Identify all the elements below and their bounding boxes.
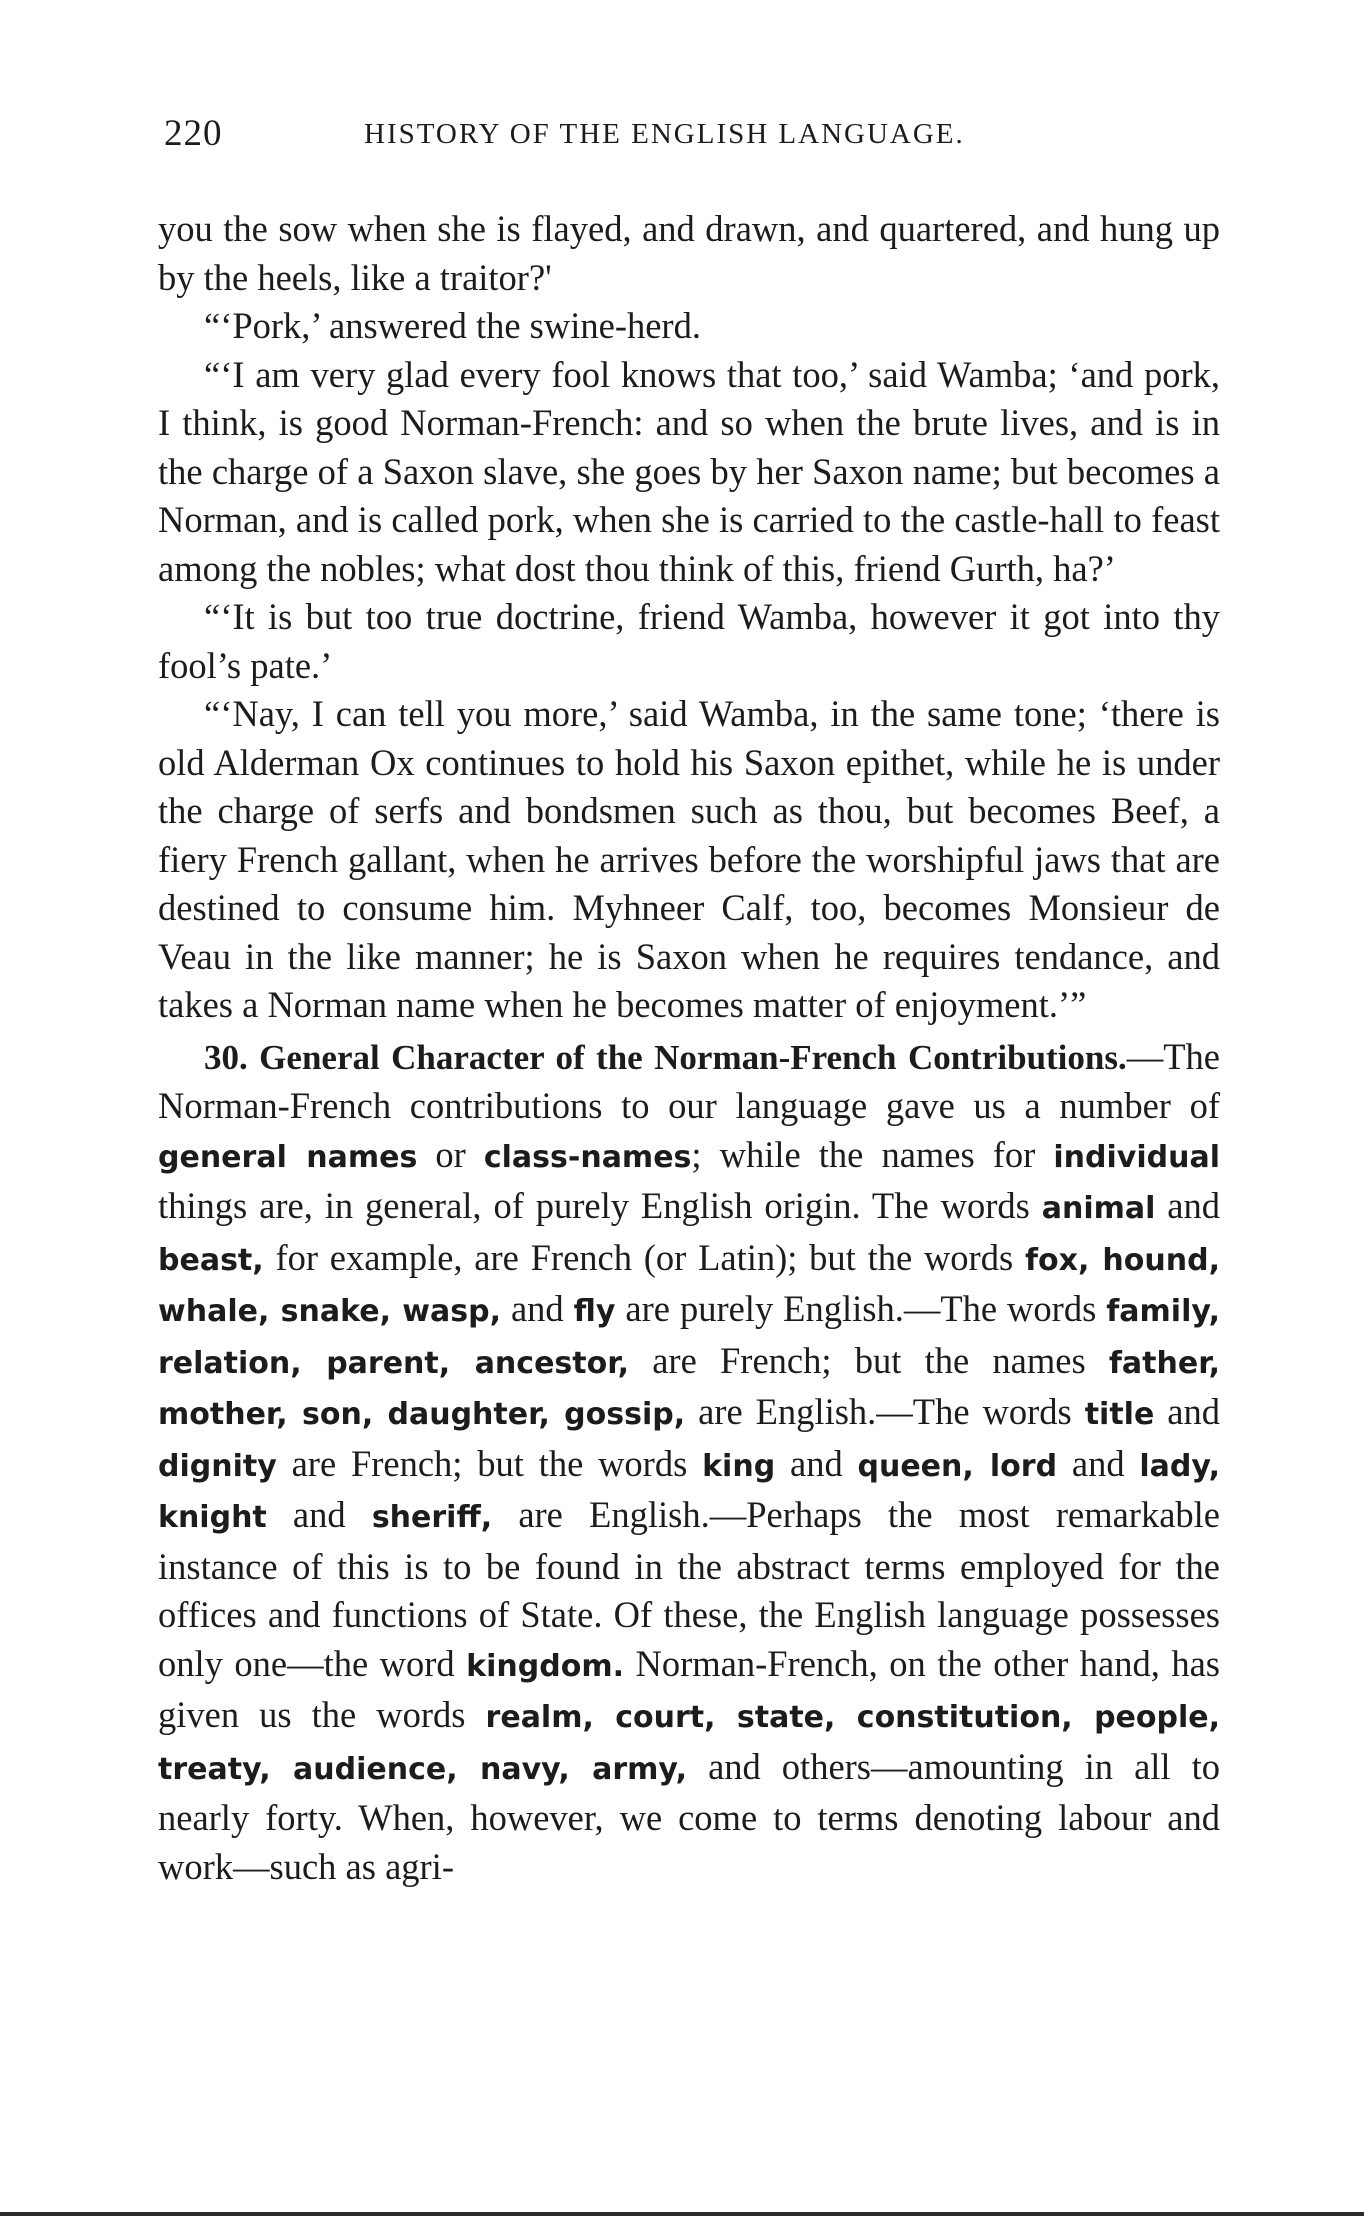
page-header: [164, 112, 1224, 162]
body-run: are English.—The words: [685, 1391, 1085, 1432]
running-head: HISTORY OF THE ENGLISH LANGUAGE.: [364, 118, 965, 150]
key-term: fox, hound, whale, snake, wasp,: [158, 1242, 1220, 1329]
key-term: animal: [1041, 1191, 1156, 1226]
section-paragraph: [158, 1033, 1220, 1892]
section-heading: 30. General Character of the Norman-French Contributions.: [204, 1037, 1127, 1077]
body-run: and: [1155, 1185, 1220, 1226]
body-run: and: [1154, 1391, 1220, 1432]
paragraph: “‘I am very glad every fool knows that too,’ said Wamba; ‘and pork, I think, is good Norman-French: and so when the brute lives, and is in the charge of a Saxon slave, she goes by her Saxon name; but becomes a Norman, and is called pork, when she is carried to the castle-hall to feast among the nobles; what dost thou think of this, friend Gurth, ha?’: [158, 353, 1220, 589]
bottom-edge-rule: [0, 2212, 1364, 2216]
body-run: things are, in general, of purely English origin. The words: [158, 1185, 1042, 1226]
key-term: king: [702, 1448, 776, 1484]
body-run: are English.—Perhaps the most remarkable instance of this is to be found in the abstract terms employed for the offices and functions of State. Of these, the English language possesses only one—the word: [158, 1494, 1220, 1684]
key-term: class-names: [483, 1139, 692, 1175]
key-term: lady, knight: [158, 1448, 1221, 1535]
key-term: father, mother, son, daughter, gossip,: [158, 1345, 1220, 1432]
body-run: for example, are French (or Latin); but the words: [263, 1236, 1025, 1278]
section-body: [158, 1036, 1220, 1887]
body-run: and: [500, 1288, 574, 1329]
body-run: are French; but the names: [629, 1339, 1109, 1381]
key-term: queen, lord: [857, 1448, 1058, 1484]
body-run: or: [417, 1133, 484, 1175]
paragraph: “‘Pork,’ answered the swine-herd.: [204, 305, 701, 346]
key-term: fly: [573, 1294, 616, 1329]
key-term: individual: [1053, 1139, 1220, 1175]
key-term: general names: [158, 1139, 418, 1175]
paragraph: “‘Nay, I can tell you more,’ said Wamba, in the same tone; ‘there is old Alderman Ox continues to hold his Saxon epithet, while he is under the charge of serfs and bondsmen such as thou, but becomes Beef, a fiery French gallant, when he arrives before the worshipful jaws that are destined to consume him. Myhneer Calf, too, becomes Monsieur de Veau in the like manner; he is Saxon when he requires tendance, and takes a Norman name when he becomes matter of enjoyment.’”: [158, 693, 1220, 1025]
key-term: title: [1084, 1397, 1155, 1432]
body-text: [158, 205, 1220, 1891]
body-run: are purely English.—The words: [615, 1288, 1107, 1329]
paragraph: “‘It is but too true doctrine, friend Wamba, however it got into thy fool’s pate.’: [158, 596, 1220, 686]
key-term: kingdom.: [466, 1648, 624, 1684]
body-run: Norman-French, on the other hand, has given us the words: [158, 1642, 1220, 1735]
paragraph: you the sow when she is flayed, and drawn, and quartered, and hung up by the heels, like a traitor?': [158, 208, 1220, 298]
body-run: and: [1057, 1442, 1140, 1484]
key-term: family, relation, parent, ancestor,: [158, 1294, 1220, 1381]
body-run: and: [266, 1494, 372, 1535]
key-term: beast,: [158, 1242, 264, 1278]
page-number: 220: [164, 113, 223, 154]
body-run: and: [775, 1442, 858, 1484]
key-term: dignity: [158, 1448, 277, 1484]
key-term: sheriff,: [371, 1500, 493, 1535]
key-term: realm, court, state, constitution, people, treaty, audience, navy, army,: [158, 1700, 1220, 1787]
body-run: and others—amounting in all to nearly forty. When, however, we come to terms denoting labour and work—such as agri-: [158, 1745, 1220, 1887]
body-run: —The Norman-French contributions to our language gave us a number of: [158, 1035, 1220, 1126]
body-run: are French; but the words: [276, 1442, 703, 1484]
body-run: ; while the names for: [691, 1133, 1054, 1175]
